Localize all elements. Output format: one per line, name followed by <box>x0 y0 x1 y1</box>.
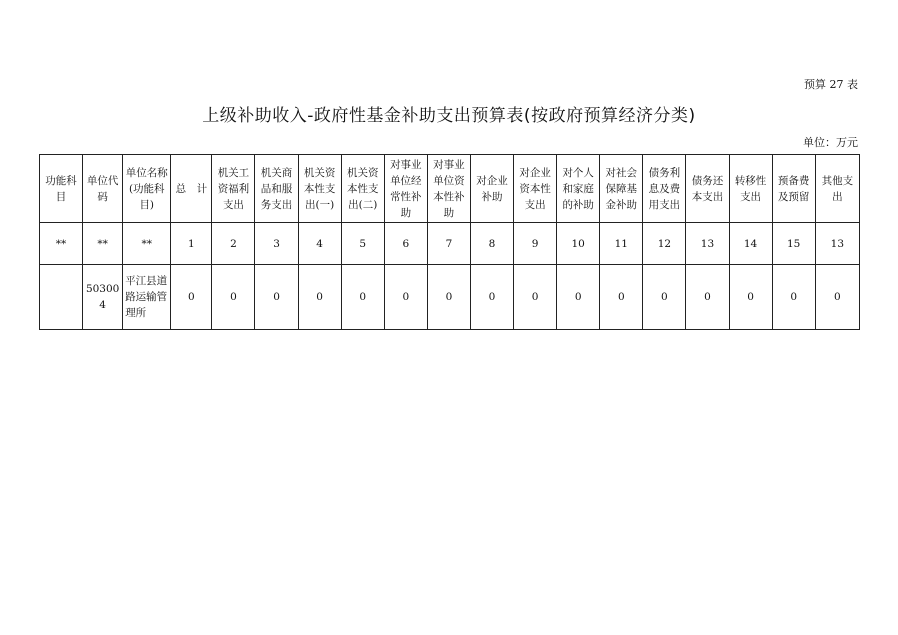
value-cell: 0 <box>815 265 859 330</box>
index-cell: 13 <box>815 223 859 265</box>
value-cell: 0 <box>298 265 341 330</box>
column-header: 机关工资福利支出 <box>212 155 255 223</box>
column-header: 其他支出 <box>815 155 859 223</box>
value-cell: 0 <box>557 265 600 330</box>
column-header: 功能科目 <box>40 155 83 223</box>
column-header: 对事业单位经常性补助 <box>384 155 427 223</box>
index-cell: ** <box>40 223 83 265</box>
unit-code-cell: 503004 <box>83 265 123 330</box>
table-row <box>40 265 860 330</box>
column-header: 机关商品和服务支出 <box>255 155 298 223</box>
index-cell: 15 <box>772 223 815 265</box>
column-header: 转移性支出 <box>729 155 772 223</box>
column-header: 预备费及预留 <box>772 155 815 223</box>
column-header: 债务还本支出 <box>686 155 729 223</box>
value-cell: 0 <box>384 265 427 330</box>
table-number-label: 预算 27 表 <box>804 78 858 91</box>
index-cell: 5 <box>341 223 384 265</box>
index-cell: 4 <box>298 223 341 265</box>
index-cell: 8 <box>470 223 513 265</box>
column-header: 对事业单位资本性补助 <box>427 155 470 223</box>
value-cell: 0 <box>514 265 557 330</box>
column-header: 机关资本性支出(二) <box>341 155 384 223</box>
index-cell: 13 <box>686 223 729 265</box>
unit-label: 单位：万元 <box>803 136 858 149</box>
column-header: 对社会保障基金补助 <box>600 155 643 223</box>
column-header: 债务利息及费用支出 <box>643 155 686 223</box>
function-subject-cell <box>40 265 83 330</box>
index-cell: 1 <box>171 223 212 265</box>
index-cell: ** <box>123 223 171 265</box>
column-header: 总 计 <box>171 155 212 223</box>
column-header: 单位名称(功能科目) <box>123 155 171 223</box>
index-cell: 12 <box>643 223 686 265</box>
column-header: 对企业资本性支出 <box>514 155 557 223</box>
index-cell: 9 <box>514 223 557 265</box>
value-cell: 0 <box>600 265 643 330</box>
value-cell: 0 <box>772 265 815 330</box>
value-cell: 0 <box>255 265 298 330</box>
value-cell: 0 <box>729 265 772 330</box>
index-cell: 6 <box>384 223 427 265</box>
index-cell: 14 <box>729 223 772 265</box>
index-row <box>40 223 860 265</box>
value-cell: 0 <box>470 265 513 330</box>
value-cell: 0 <box>341 265 384 330</box>
value-cell: 0 <box>643 265 686 330</box>
column-header: 机关资本性支出(一) <box>298 155 341 223</box>
budget-table <box>39 154 860 330</box>
header-row <box>40 155 860 223</box>
value-cell: 0 <box>171 265 212 330</box>
value-cell: 0 <box>427 265 470 330</box>
index-cell: 3 <box>255 223 298 265</box>
column-header: 对企业补助 <box>470 155 513 223</box>
value-cell: 0 <box>212 265 255 330</box>
index-cell: ** <box>83 223 123 265</box>
column-header: 单位代码 <box>83 155 123 223</box>
column-header: 对个人和家庭的补助 <box>557 155 600 223</box>
index-cell: 2 <box>212 223 255 265</box>
index-cell: 7 <box>427 223 470 265</box>
value-cell: 0 <box>686 265 729 330</box>
index-cell: 11 <box>600 223 643 265</box>
unit-name-cell: 平江县道路运输管理所 <box>123 265 171 330</box>
index-cell: 10 <box>557 223 600 265</box>
page-title: 上级补助收入-政府性基金补助支出预算表(按政府预算经济分类) <box>202 106 696 126</box>
